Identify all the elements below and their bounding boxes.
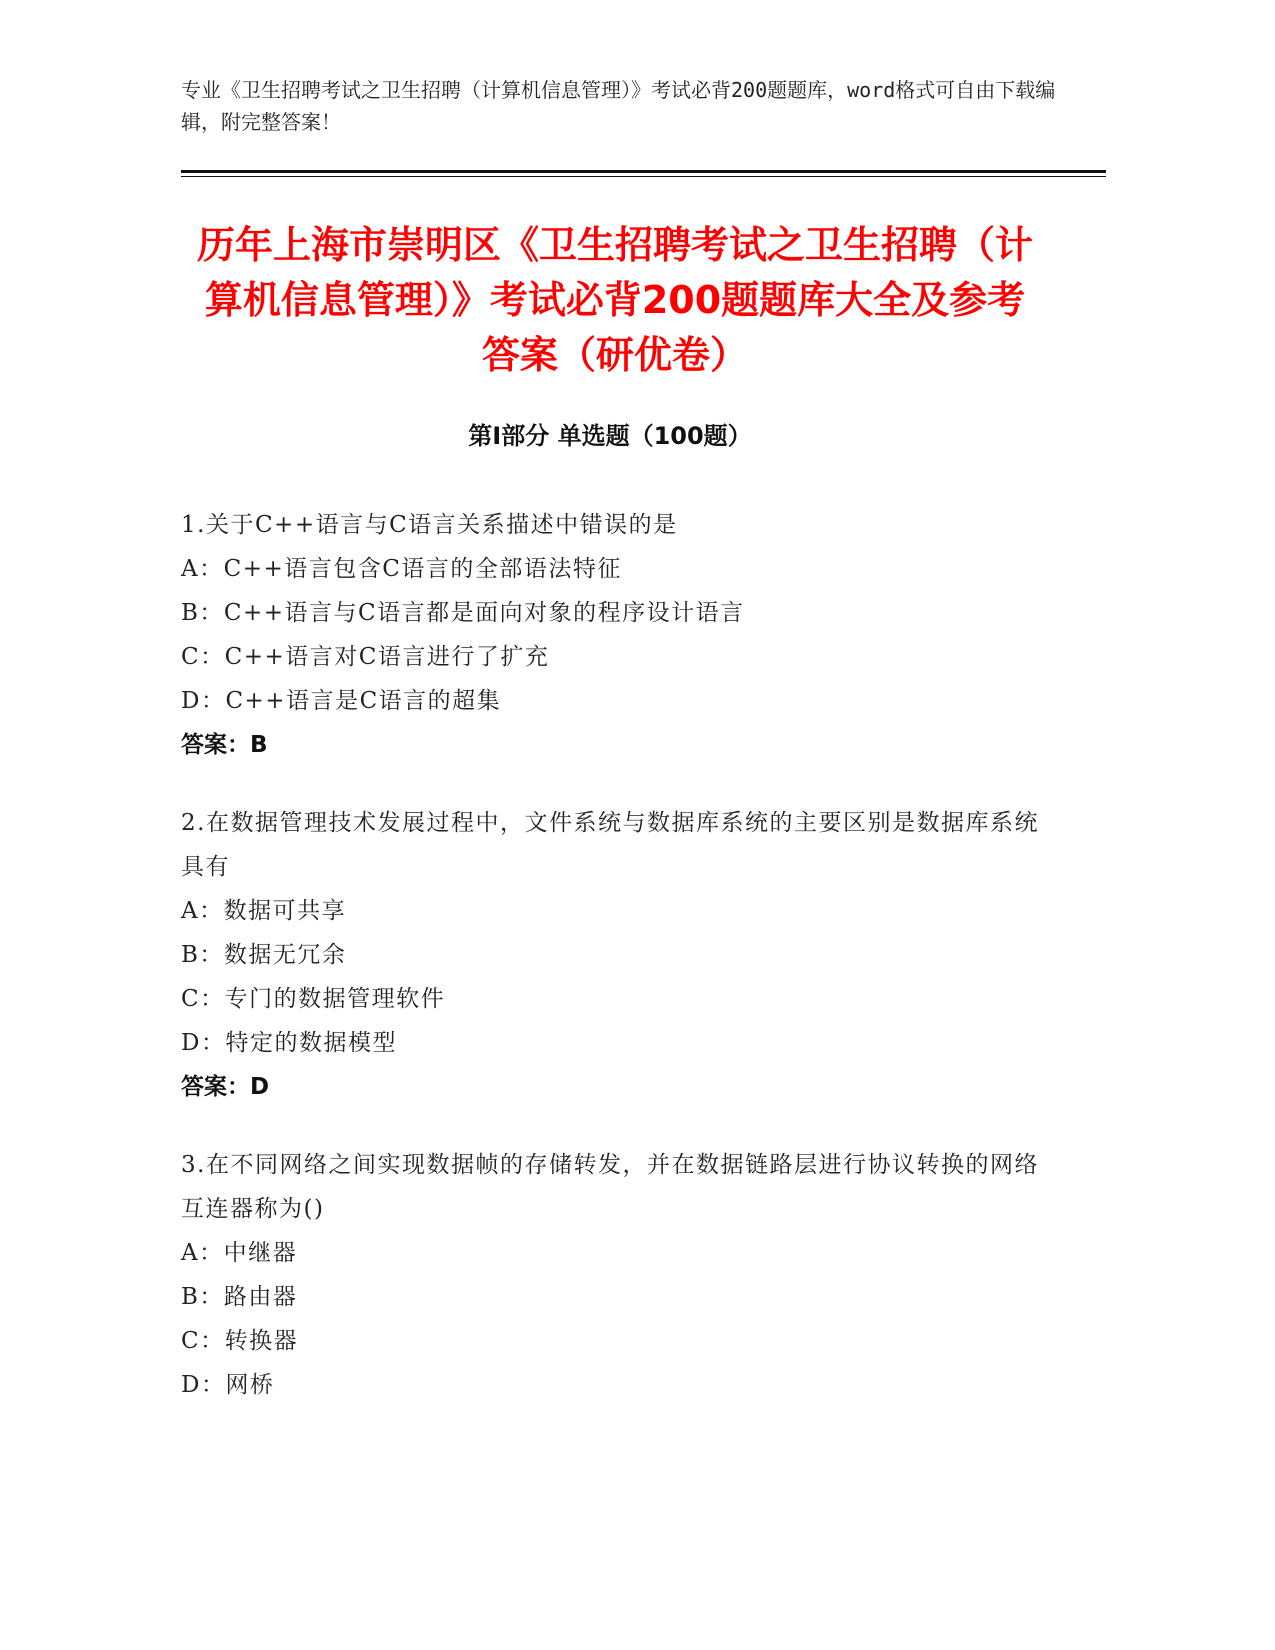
question-stem: 1.关于C++语言与C语言关系描述中错误的是 <box>181 512 678 538</box>
question-stem: 2.在数据管理技术发展过程中，文件系统与数据库系统的主要区别是数据库系统具有 <box>181 810 1039 880</box>
header-rule-thick <box>181 170 1106 173</box>
header-rule-thin <box>181 176 1106 177</box>
option-d: D：C++语言是C语言的超集 <box>181 688 502 714</box>
option-c: C：专门的数据管理软件 <box>181 986 446 1012</box>
option-c: C：转换器 <box>181 1328 299 1354</box>
question-2 <box>181 801 1061 1109</box>
option-b: B：数据无冗余 <box>181 942 347 968</box>
option-a: A：C++语言包含C语言的全部语法特征 <box>181 556 622 582</box>
option-b: B：路由器 <box>181 1284 298 1310</box>
answer-line: 答案：B <box>181 732 268 758</box>
option-d: D：网桥 <box>181 1372 275 1398</box>
question-list <box>181 503 1061 1441</box>
section-title: 第Ⅰ部分 单选题（100题） <box>468 422 752 450</box>
question-1 <box>181 503 1061 767</box>
answer-line: 答案：D <box>181 1074 270 1100</box>
header-note: 专业《卫生招聘考试之卫生招聘（计算机信息管理）》考试必背200题题库，word格式可自由下载编辑，附完整答案！ <box>181 78 1056 134</box>
option-a: A：数据可共享 <box>181 898 347 924</box>
question-3 <box>181 1143 1061 1407</box>
option-d: D：特定的数据模型 <box>181 1030 397 1056</box>
document-title: 历年上海市崇明区《卫生招聘考试之卫生招聘（计算机信息管理）》考试必背200题题库大全及参考答案（研优卷） <box>196 223 1033 377</box>
option-c: C：C++语言对C语言进行了扩充 <box>181 644 550 670</box>
option-a: A：中继器 <box>181 1240 298 1266</box>
question-stem: 3.在不同网络之间实现数据帧的存储转发，并在数据链路层进行协议转换的网络互连器称为() <box>181 1152 1039 1222</box>
option-b: B：C++语言与C语言都是面向对象的程序设计语言 <box>181 600 745 626</box>
